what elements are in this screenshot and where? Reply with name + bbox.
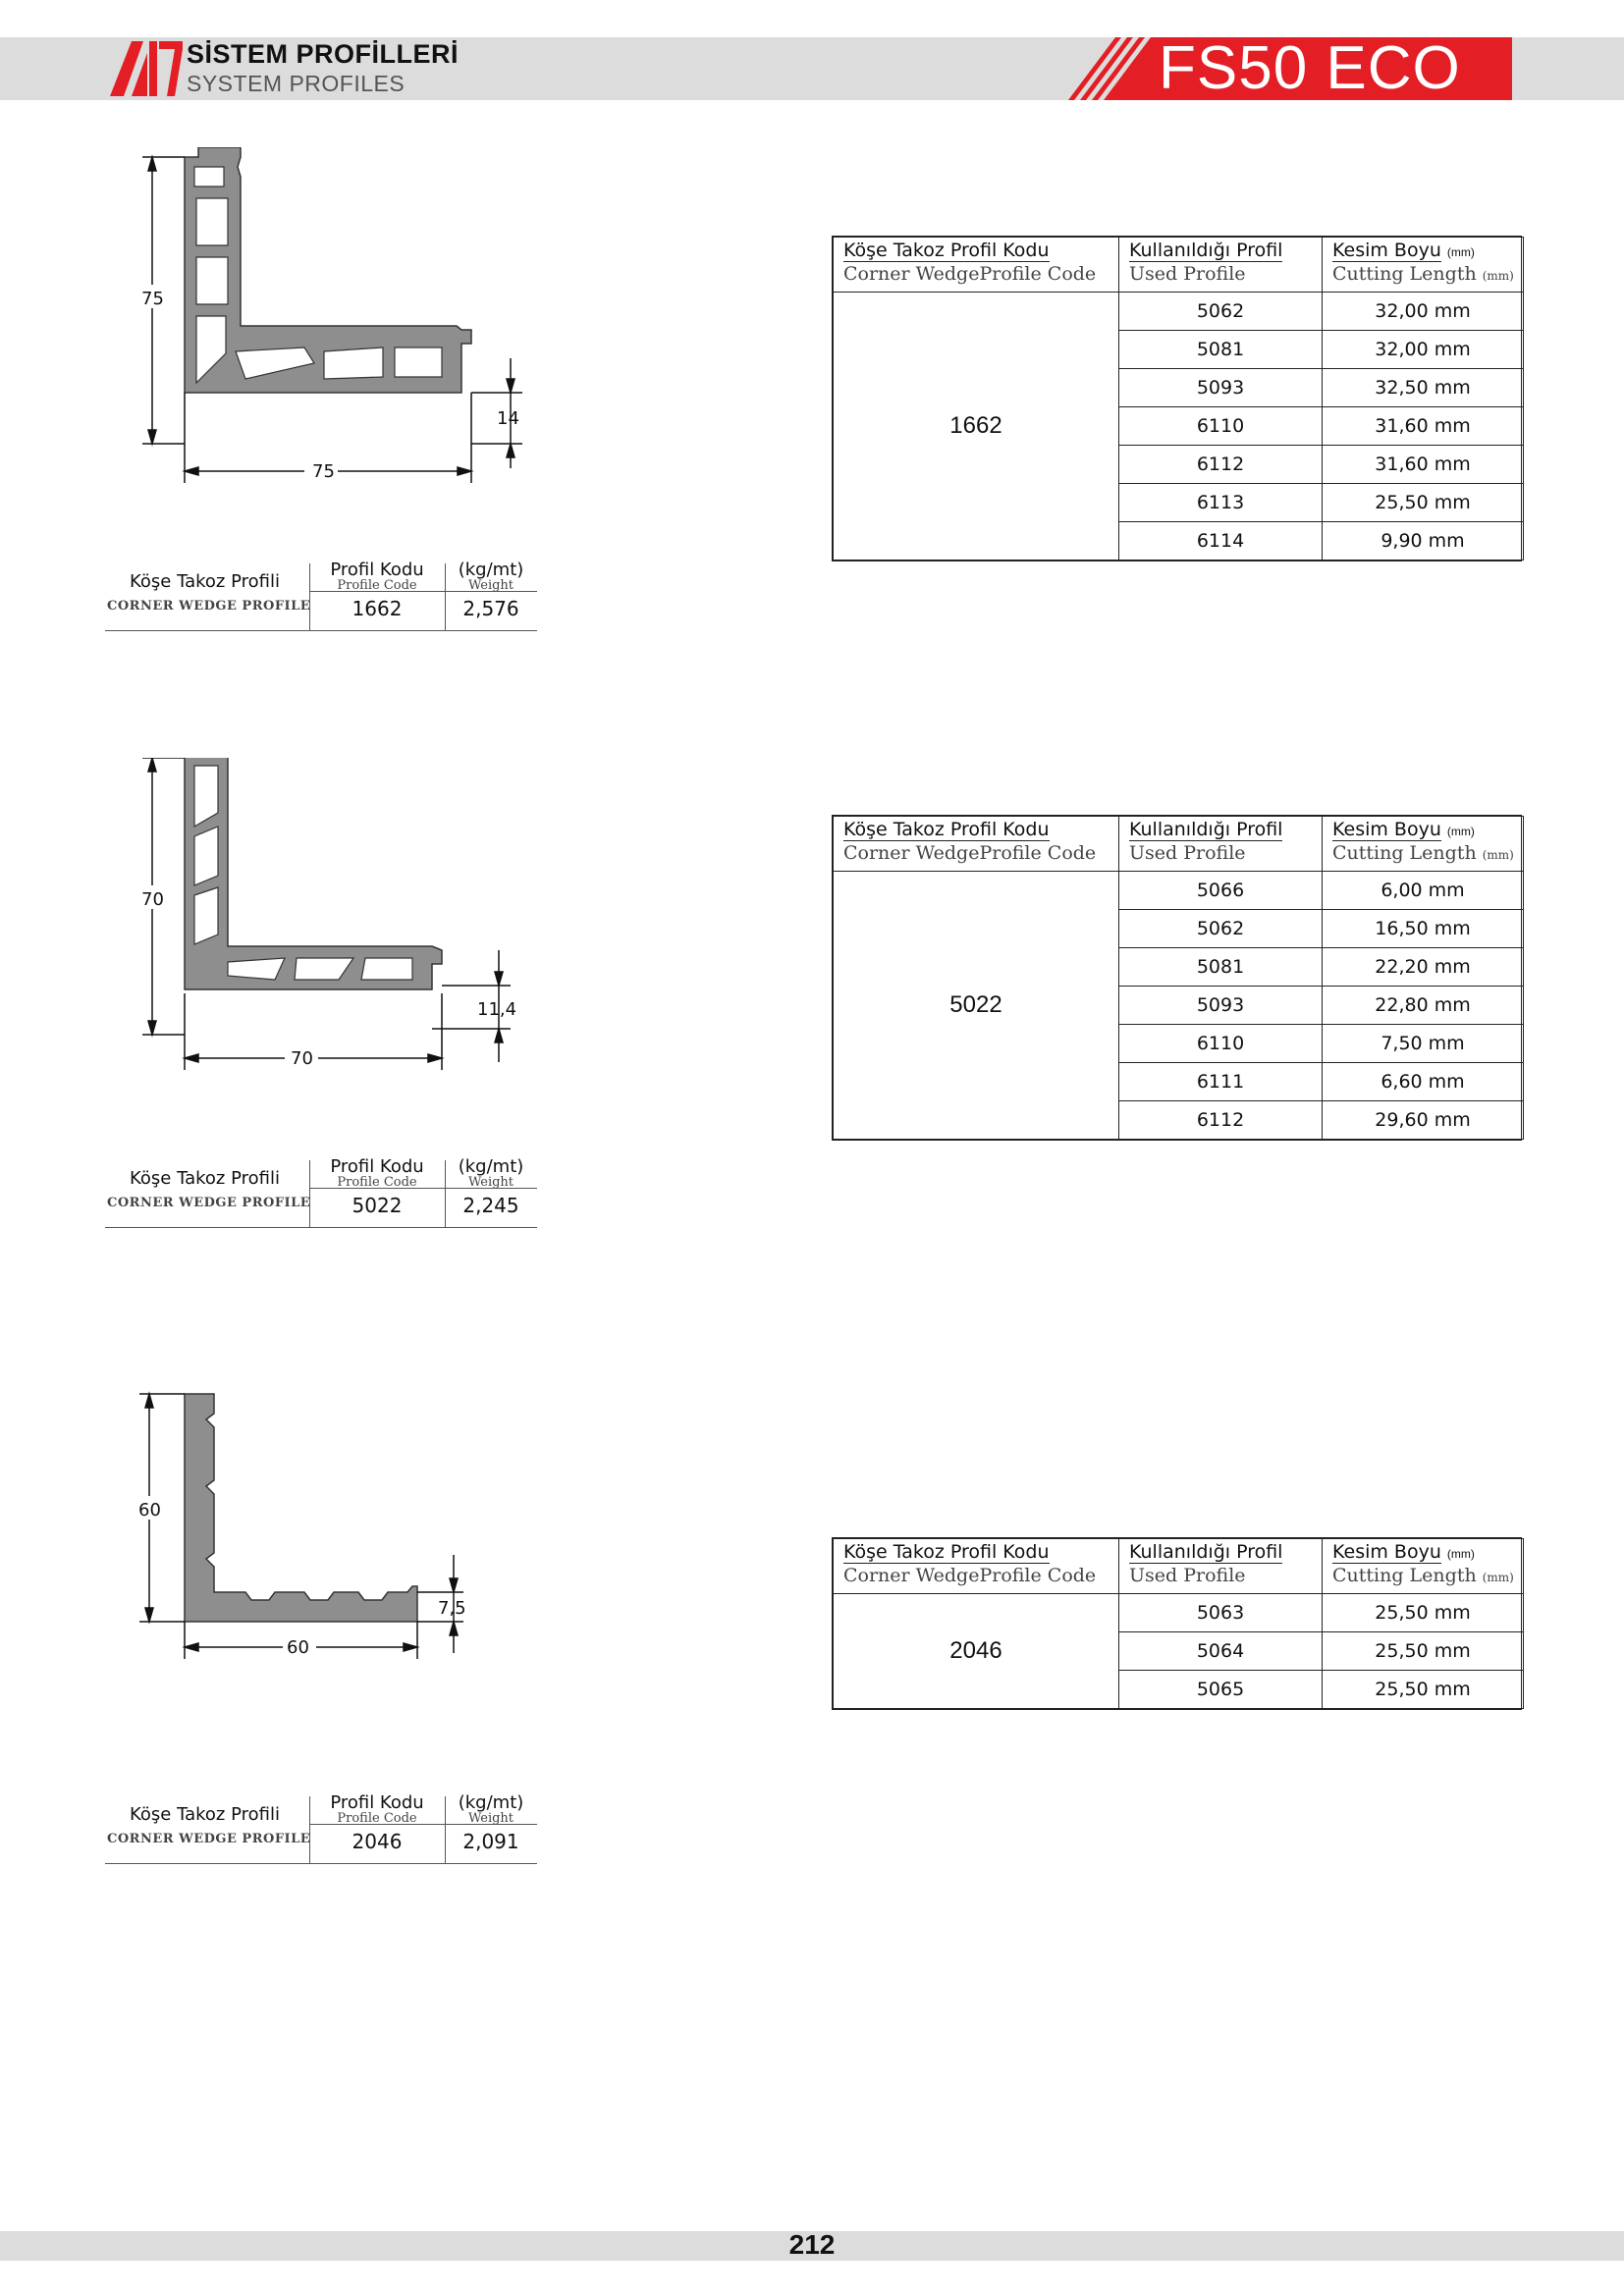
- weight-header-tr: (kg/mt): [458, 1156, 524, 1177]
- cut-table-5022: [832, 815, 1522, 1141]
- col-header-length: Kesim Boyu (mm) Cutting Length (mm): [1323, 238, 1524, 293]
- profile-label-tr: Köşe Takoz Profili: [130, 1804, 280, 1825]
- used-profile-cell: 5063: [1119, 1594, 1323, 1632]
- code-header-tr: Profil Kodu: [330, 1156, 424, 1177]
- profile-code-value: 5022: [352, 1194, 403, 1217]
- cut-length-cell: 32,00 mm: [1323, 331, 1524, 369]
- cut-length-cell: 25,50 mm: [1323, 1632, 1524, 1671]
- used-profile-cell: 6112: [1119, 446, 1323, 484]
- used-profile-cell: 5093: [1119, 369, 1323, 407]
- col-header-code: Köşe Takoz Profil Kodu Corner WedgeProfile Code: [834, 238, 1119, 293]
- profile-drawing-1662: [137, 147, 530, 501]
- weight-table-5022: [105, 1152, 537, 1233]
- dim-width: 60: [287, 1637, 309, 1658]
- col-header-used: Kullanıldığı Profil Used Profile: [1119, 817, 1323, 872]
- profile-drawing-2046: [137, 1386, 530, 1671]
- wedge-code-cell: 1662: [834, 293, 1119, 561]
- used-profile-cell: 6111: [1119, 1063, 1323, 1101]
- used-profile-cell: 5081: [1119, 948, 1323, 987]
- code-header-en: Profile Code: [337, 1175, 417, 1190]
- dim-thickness: 11,4: [477, 999, 517, 1020]
- dim-thickness: 14: [497, 408, 519, 429]
- cut-table-2046: [832, 1537, 1522, 1710]
- brand-logo: [110, 39, 184, 98]
- profile-code-value: 2046: [352, 1830, 403, 1853]
- profile-drawing-5022: [137, 758, 530, 1082]
- used-profile-cell: 6110: [1119, 407, 1323, 446]
- col-header-used: Kullanıldığı Profil Used Profile: [1119, 1539, 1323, 1594]
- weight-header-en: Weight: [467, 1175, 514, 1190]
- used-profile-cell: 5081: [1119, 331, 1323, 369]
- weight-table-2046: [105, 1789, 537, 1869]
- page-number: 212: [788, 2229, 836, 2260]
- cut-length-cell: 22,20 mm: [1323, 948, 1524, 987]
- profile-label-en: CORNER WEDGE PROFILE: [107, 1832, 311, 1846]
- cut-length-cell: 7,50 mm: [1323, 1025, 1524, 1063]
- used-profile-cell: 5062: [1119, 910, 1323, 948]
- cut-length-cell: 16,50 mm: [1323, 910, 1524, 948]
- used-profile-cell: 5066: [1119, 872, 1323, 910]
- col-header-code: Köşe Takoz Profil Kodu Corner WedgeProfile Code: [834, 1539, 1119, 1594]
- cut-length-cell: 29,60 mm: [1323, 1101, 1524, 1140]
- header-subtitle: SYSTEM PROFILES: [187, 71, 406, 96]
- profile-weight-value: 2,245: [462, 1194, 519, 1217]
- cut-length-cell: 25,50 mm: [1323, 484, 1524, 522]
- weight-header-en: Weight: [467, 1811, 514, 1826]
- used-profile-cell: 6114: [1119, 522, 1323, 561]
- profile-weight-value: 2,091: [462, 1830, 519, 1853]
- weight-table-1662: [105, 556, 537, 636]
- code-header-tr: Profil Kodu: [330, 1792, 424, 1813]
- cut-length-cell: 32,00 mm: [1323, 293, 1524, 331]
- code-header-en: Profile Code: [337, 578, 417, 593]
- wedge-code-cell: 5022: [834, 872, 1119, 1140]
- dim-width: 75: [312, 461, 335, 482]
- profile-label-tr: Köşe Takoz Profili: [130, 1168, 280, 1189]
- col-header-code: Köşe Takoz Profil Kodu Corner WedgeProfile Code: [834, 817, 1119, 872]
- cut-length-cell: 31,60 mm: [1323, 407, 1524, 446]
- dim-height: 60: [138, 1500, 161, 1521]
- weight-header-tr: (kg/mt): [458, 560, 524, 580]
- weight-header-en: Weight: [467, 578, 514, 593]
- code-header-en: Profile Code: [337, 1811, 417, 1826]
- cut-length-cell: 9,90 mm: [1323, 522, 1524, 561]
- cut-length-cell: 6,00 mm: [1323, 872, 1524, 910]
- code-header-tr: Profil Kodu: [330, 560, 424, 580]
- series-title: FS50 ECO: [1159, 34, 1461, 102]
- used-profile-cell: 5064: [1119, 1632, 1323, 1671]
- profile-weight-value: 2,576: [462, 597, 519, 620]
- used-profile-cell: 5062: [1119, 293, 1323, 331]
- used-profile-cell: 6113: [1119, 484, 1323, 522]
- col-header-length: Kesim Boyu (mm) Cutting Length (mm): [1323, 1539, 1524, 1594]
- cut-length-cell: 25,50 mm: [1323, 1671, 1524, 1709]
- weight-header-tr: (kg/mt): [458, 1792, 524, 1813]
- used-profile-cell: 6112: [1119, 1101, 1323, 1140]
- used-profile-cell: 5065: [1119, 1671, 1323, 1709]
- cut-length-cell: 22,80 mm: [1323, 987, 1524, 1025]
- profile-label-en: CORNER WEDGE PROFILE: [107, 1196, 311, 1210]
- cut-length-cell: 6,60 mm: [1323, 1063, 1524, 1101]
- cut-length-cell: 31,60 mm: [1323, 446, 1524, 484]
- dim-height: 75: [141, 289, 164, 309]
- used-profile-cell: 5093: [1119, 987, 1323, 1025]
- cut-table-1662: [832, 236, 1522, 561]
- profile-label-en: CORNER WEDGE PROFILE: [107, 599, 311, 614]
- profile-label-tr: Köşe Takoz Profili: [130, 571, 280, 592]
- cut-length-cell: 32,50 mm: [1323, 369, 1524, 407]
- header-title: SİSTEM PROFİLLERİ: [187, 39, 460, 69]
- used-profile-cell: 6110: [1119, 1025, 1323, 1063]
- dim-width: 70: [291, 1048, 313, 1069]
- col-header-length: Kesim Boyu (mm) Cutting Length (mm): [1323, 817, 1524, 872]
- profile-code-value: 1662: [352, 597, 403, 620]
- cut-length-cell: 25,50 mm: [1323, 1594, 1524, 1632]
- dim-thickness: 7,5: [438, 1598, 466, 1619]
- col-header-used: Kullanıldığı Profil Used Profile: [1119, 238, 1323, 293]
- wedge-code-cell: 2046: [834, 1594, 1119, 1709]
- dim-height: 70: [141, 889, 164, 910]
